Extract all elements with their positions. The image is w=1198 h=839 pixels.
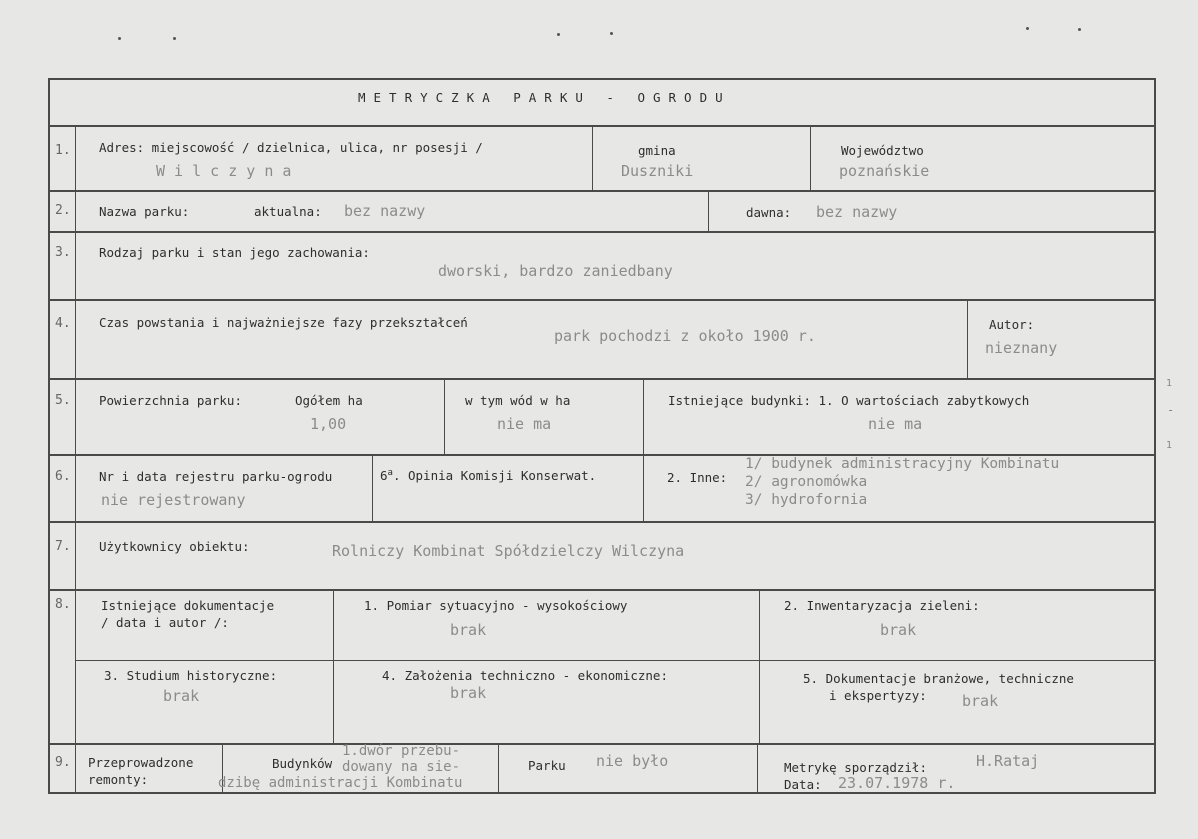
row-number: 6. [55,469,71,484]
row-separator [48,378,1156,380]
row-number: 3. [55,245,71,260]
area-label: Powierzchnia parku: [99,393,242,408]
park-repair-value: nie było [596,752,669,770]
col-divider [810,126,811,191]
number-column-divider [75,126,76,794]
users-label: Użytkownicy obiektu: [99,539,250,554]
address-label: Adres: miejscowość / dzielnica, ulica, nr posesji / [99,140,483,155]
buildings-repair-value: dowany na sie- [342,759,461,775]
row-number: 7. [55,539,71,554]
col-divider [333,590,334,744]
gmina-value: Duszniki [621,162,694,180]
buildings-repair-value: dzibę administracji Kombinatu [218,775,463,791]
other-building-item: 1/ budynek administracyjny Kombinatu [745,456,1060,472]
col-divider [643,379,644,522]
row-separator [75,660,1156,661]
creation-time-label: Czas powstania i najważniejsze fazy przekształceń [99,315,468,330]
row-number: 1. [55,143,71,158]
row-separator [48,589,1156,591]
gmina-label: gmina [638,143,676,158]
col-divider [967,300,968,379]
staple-mark [173,37,176,40]
branch-docs-value: brak [962,692,999,710]
docs-label: Istniejące dokumentacje [101,598,275,613]
greenery-label: 2. Inwentaryzacja zieleni: [784,598,980,613]
docs-label: / data i autor /: [101,615,229,630]
staple-mark [610,32,613,35]
staple-mark [118,37,121,40]
author-value: nieznany [985,339,1058,357]
existing-buildings-value: nie ma [868,415,923,433]
col-divider [372,455,373,522]
register-label: Nr i data rejestru parku-ogrodu [99,469,333,484]
row-separator [48,231,1156,233]
buildings-repair-label: Budynków [272,756,333,771]
voivodeship-value: poznańskie [839,162,930,180]
survey-label: 1. Pomiar sytuacyjno - wysokościowy [364,598,628,613]
park-type-value: dworski, bardzo zaniedbany [438,262,673,280]
staple-mark [557,33,560,36]
col-divider [498,744,499,793]
margin-mark: 1 [1166,378,1173,389]
survey-value: brak [450,621,487,639]
water-area-label: w tym wód w ha [465,393,571,408]
opinion-label [380,468,596,483]
history-study-value: brak [163,687,200,705]
date-value: 23.07.1978 r. [838,774,956,792]
address-value: W i l c z y n a [156,162,292,180]
frame-right [1154,78,1156,794]
park-name-label: Nazwa parku: [99,204,190,219]
creation-time-value: park pochodzi z około 1900 r. [554,327,816,345]
row-separator [48,190,1156,192]
park-repair-label: Parku [528,758,566,773]
tech-assumptions-label: 4. Założenia techniczno - ekonomiczne: [382,668,668,683]
opinion-text: . Opinia Komisji Konserwat. [392,468,597,484]
existing-buildings-label: Istniejące budynki: 1. O wartościach zabytkowych [668,393,1030,408]
row-number: 9. [55,755,71,770]
other-buildings-label: 2. Inne: [667,470,728,485]
greenery-value: brak [880,621,917,639]
col-divider [444,379,445,455]
row-separator [48,125,1156,127]
branch-docs-label: 5. Dokumentacje branżowe, techniczne [803,671,1074,686]
row-number: 8. [55,597,71,612]
opinion-superscript: a [387,468,393,478]
date-label: Data: [784,777,822,792]
buildings-repair-value: 1.dwór przebu- [342,743,461,759]
frame-bottom [48,792,1156,794]
park-type-label: Rodzaj parku i stan jego zachowania: [99,245,370,260]
opinion-number: 6 [380,468,388,484]
margin-mark: 1 [1166,440,1173,451]
repairs-label: remonty: [88,772,149,787]
repairs-label: Przeprowadzone [88,755,194,770]
total-area-label: Ogółem ha [295,393,363,408]
other-building-item: 2/ agronomówka [745,474,868,490]
former-name-value: bez nazwy [816,203,898,221]
col-divider [759,590,760,744]
row-number: 5. [55,393,71,408]
voivodeship-label: Województwo [841,143,924,158]
current-name-label: aktualna: [254,204,322,219]
form-title: METRYCZKA PARKU - OGRODU [358,90,731,105]
row-separator [48,299,1156,301]
row-separator [48,521,1156,523]
other-building-item: 3/ hydrofornia [745,492,868,508]
staple-mark [1026,27,1029,30]
col-divider [708,191,709,232]
current-name-value: bez nazwy [344,202,426,220]
made-by-value: H.Rataj [976,752,1040,770]
frame-top [48,78,1156,80]
row-separator [48,743,1156,745]
row-number: 4. [55,316,71,331]
staple-mark [1078,28,1081,31]
branch-docs-label: i ekspertyzy: [829,688,927,703]
author-label: Autor: [989,317,1035,332]
frame-left [48,78,50,794]
former-name-label: dawna: [746,205,792,220]
row-number: 2. [55,203,71,218]
users-value: Rolniczy Kombinat Spółdzielczy Wilczyna [332,542,685,560]
history-study-label: 3. Studium historyczne: [104,668,278,683]
water-area-value: nie ma [497,415,552,433]
made-by-label: Metrykę sporządził: [784,760,927,775]
col-divider [757,744,758,793]
register-value: nie rejestrowany [101,491,246,509]
col-divider [592,126,593,191]
total-area-value: 1,00 [310,415,347,433]
tech-assumptions-value: brak [450,684,487,702]
margin-mark: - [1167,403,1175,417]
